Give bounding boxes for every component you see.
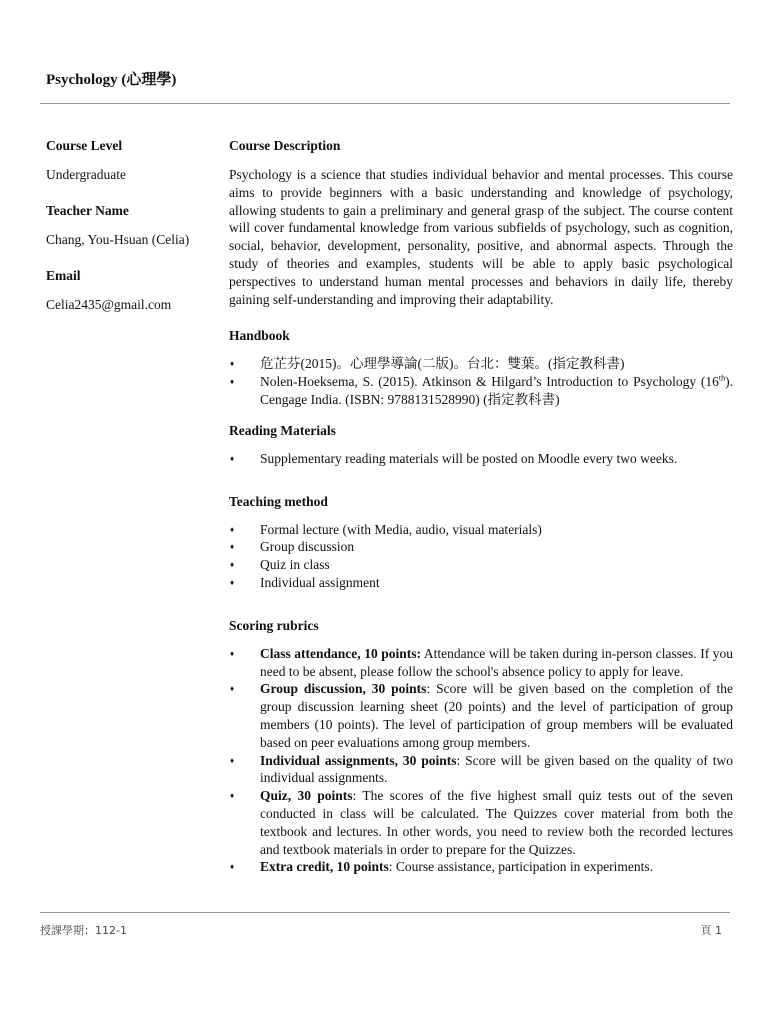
teaching-method-item: ♦ Group discussion (229, 538, 733, 556)
scoring-item-title: Group discussion, 30 points (260, 681, 427, 697)
course-level-value: Undergraduate (46, 167, 126, 182)
reading-item: ♦ Supplementary reading materials will be posted on Moodle every two weeks. (229, 450, 733, 468)
scoring-item-title: Class attendance, 10 points: (260, 645, 422, 661)
footer-divider (40, 912, 730, 913)
handbook-item (229, 373, 733, 409)
scoring-item-text: Attendance will be taken during in-person classes. If you need to be absent, please follow the school's absence policy to apply for leave. (260, 645, 733, 679)
scoring-item-text: : Score will be given based on the completion of the group discussion learning sheet (20 points) and the level of participation of group members (10 points). The level of participation of group members will be evaluated based on peer evaluations among group members. (260, 681, 734, 750)
edition-superscript: th (718, 373, 726, 383)
reading-materials-heading: Reading Materials (229, 422, 336, 438)
handbook-list (229, 355, 733, 408)
teaching-method-list (229, 521, 733, 592)
teacher-name-label: Teacher Name (46, 203, 129, 218)
handbook-citation-tail: ). Cengage India. (ISBN: 9788131528990) (指定教科書) (260, 374, 733, 407)
teaching-method-item: ♦ Quiz in class (229, 556, 733, 574)
scoring-item (229, 680, 733, 751)
scoring-item-title: Individual assignments, 30 points (260, 752, 457, 768)
scoring-rubrics-heading: Scoring rubrics (229, 617, 319, 633)
handbook-item: ♦ 危芷芬(2015)。心理學導論(二版)。台北：雙葉。(指定教科書) (229, 355, 733, 373)
scoring-item-text: : The scores of the five highest small quiz tests out of the seven conducted in class will be calculated. The Quizzes cover material from both the textbook and lectures. In other words, you need to review both the recorded lectures and textbook materials in order to prepare for the Quizzes. (260, 788, 733, 857)
email-value: Celia2435@gmail.com (46, 297, 172, 312)
handbook-heading: Handbook (229, 328, 290, 344)
scoring-item-title: Extra credit, 10 points (260, 859, 389, 875)
course-level-label: Course Level (46, 138, 123, 153)
email-label: Email (46, 268, 81, 283)
reading-materials-list (229, 450, 733, 468)
scoring-item-title: Quiz, 30 points (260, 788, 353, 804)
scoring-rubrics-list (229, 645, 733, 876)
handbook-citation: Nolen-Hoeksema, S. (2015). Atkinson & Hilgard’s Introduction to Psychology (16 (260, 374, 719, 390)
semester-footer: 授課學期：112-1 (40, 924, 127, 937)
teaching-method-heading: Teaching method (229, 493, 328, 509)
course-info-sidebar (46, 137, 216, 314)
teacher-name-value: Chang, You-Hsuan (Celia) (46, 232, 190, 247)
scoring-item (229, 858, 733, 876)
scoring-item (229, 645, 733, 681)
course-main-content (229, 137, 733, 876)
scoring-item-text: : Score will be given based on the quality of two individual assignments. (260, 752, 733, 786)
scoring-item-text: : Course assistance, participation in experiments. (388, 859, 654, 875)
course-description-text: Psychology is a science that studies individual behavior and mental processes. This course aims to provide beginners with a basic understanding and knowledge of psychology, allowing students to gain a preliminary and general grasp of the subject. The course content will cover fundamental knowledge from various subfields of psychology, such as cognition, social, behavior, development, personality, positive, and abnormal aspects. Through the study of theories and examples, students will be able to apply basic psychological perspectives to understand human mental processes and behaviors in daily life, thereby gaining self-understanding and improving their adaptability. (229, 167, 733, 307)
teaching-method-item: ♦ Individual assignment (229, 574, 733, 592)
header-divider (40, 103, 730, 104)
teaching-method-item: ♦ Formal lecture (with Media, audio, visual materials) (229, 521, 733, 539)
page-title: Psychology (心理學) (46, 72, 177, 88)
course-description-heading: Course Description (229, 138, 341, 153)
scoring-item (229, 787, 733, 858)
scoring-item (229, 752, 733, 788)
page-number: 頁 1 (700, 924, 722, 937)
